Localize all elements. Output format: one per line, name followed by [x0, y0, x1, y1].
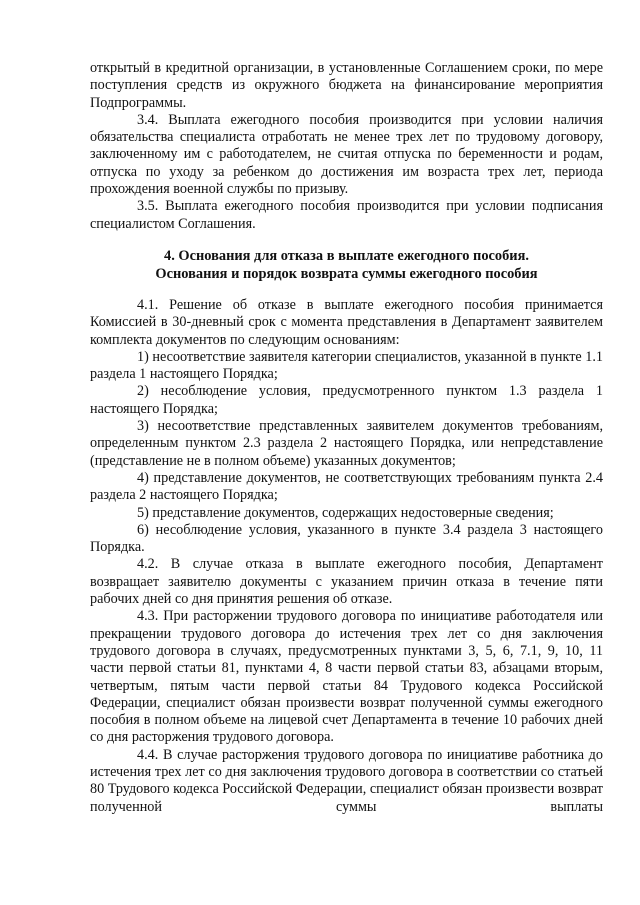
list-item-5: 5) представление документов, содержащих недостоверные сведения;: [137, 504, 554, 521]
paragraph-4-3: 4.3. При расторжении трудового договора по инициативе работодателя или прекращении трудового договора до истечения трех лет со дня заключения трудового договора в случаях, предусмотренных пунктами 3, 5, 6, 7.1, 9, 10, 11 части первой статьи 81, пунктами 4, 8 части первой статьи 83, абзацами вторым, четвертым, пятым части первой статьи 84 Трудового кодекса Российской Федерации, специалист обязан произвести возврат полученной суммы ежегодного пособия в полном объеме на лицевой счет Департамента в течение 10 рабочих дней со дня расторжения трудового договора.: [90, 608, 603, 746]
document-page: [90, 60, 603, 816]
paragraph-4-2: 4.2. В случае отказа в выплате ежегодного пособия, Департамент возвращает заявителю документы с указанием причин отказа в течение пяти рабочих дней со дня принятия решения об отказе.: [90, 556, 603, 608]
section-heading-line-1: 4. Основания для отказа в выплате ежегодного пособия.: [164, 247, 529, 264]
paragraph-4-1: 4.1. Решение об отказе в выплате ежегодного пособия принимается Комиссией в 30-дневный срок с момента представления в Департамент заявителем комплекта документов по следующим основаниям:: [90, 296, 603, 348]
list-item-4: 4) представление документов, не соответствующих требованиям пункта 2.4 раздела 2 настоящего Порядка;: [90, 469, 603, 504]
list-item-2: 2) несоблюдение условия, предусмотренного пунктом 1.3 раздела 1 настоящего Порядка;: [90, 383, 603, 417]
paragraph-4-4: 4.4. В случае расторжения трудового договора по инициативе работника до истечения трех лет со дня заключения трудового договора в соответствии со статьей 80 Трудового кодекса Российской Федерации, специалист обязан произвести возврат полученной суммы выплаты: [90, 746, 604, 815]
list-item-3: 3) несоответствие представленных заявителем документов требованиям, определенным пунктом 2.3 раздела 2 настоящего Порядка, или непредставление (представление не в полном объеме) указанных документов;: [90, 418, 603, 469]
paragraph-3-5: 3.5. Выплата ежегодного пособия производится при условии подписания специалистом Соглашения.: [90, 198, 603, 232]
paragraph-continuation: открытый в кредитной организации, в установленные Соглашением сроки, по мере поступления средств из окружного бюджета на финансирование мероприятия Подпрограммы.: [90, 60, 603, 111]
list-item-1: 1) несоответствие заявителя категории специалистов, указанной в пункте 1.1 раздела 1 настоящего Порядка;: [90, 348, 603, 383]
list-item-6: 6) несоблюдение условия, указанного в пункте 3.4 раздела 3 настоящего Порядка.: [90, 521, 603, 556]
paragraph-3-4: 3.4. Выплата ежегодного пособия производится при условии наличия обязательства специалиста отработать не менее трех лет по трудовому договору, заключенному им с работодателем, не считая отпуска по беременности и родам, отпуска по уходу за ребенком до достижения им возраста трех лет, периода прохождения военной службы по призыву.: [90, 111, 603, 198]
section-heading: [90, 247, 603, 283]
section-heading-line-2: Основания и порядок возврата суммы ежегодного пособия: [155, 265, 538, 282]
